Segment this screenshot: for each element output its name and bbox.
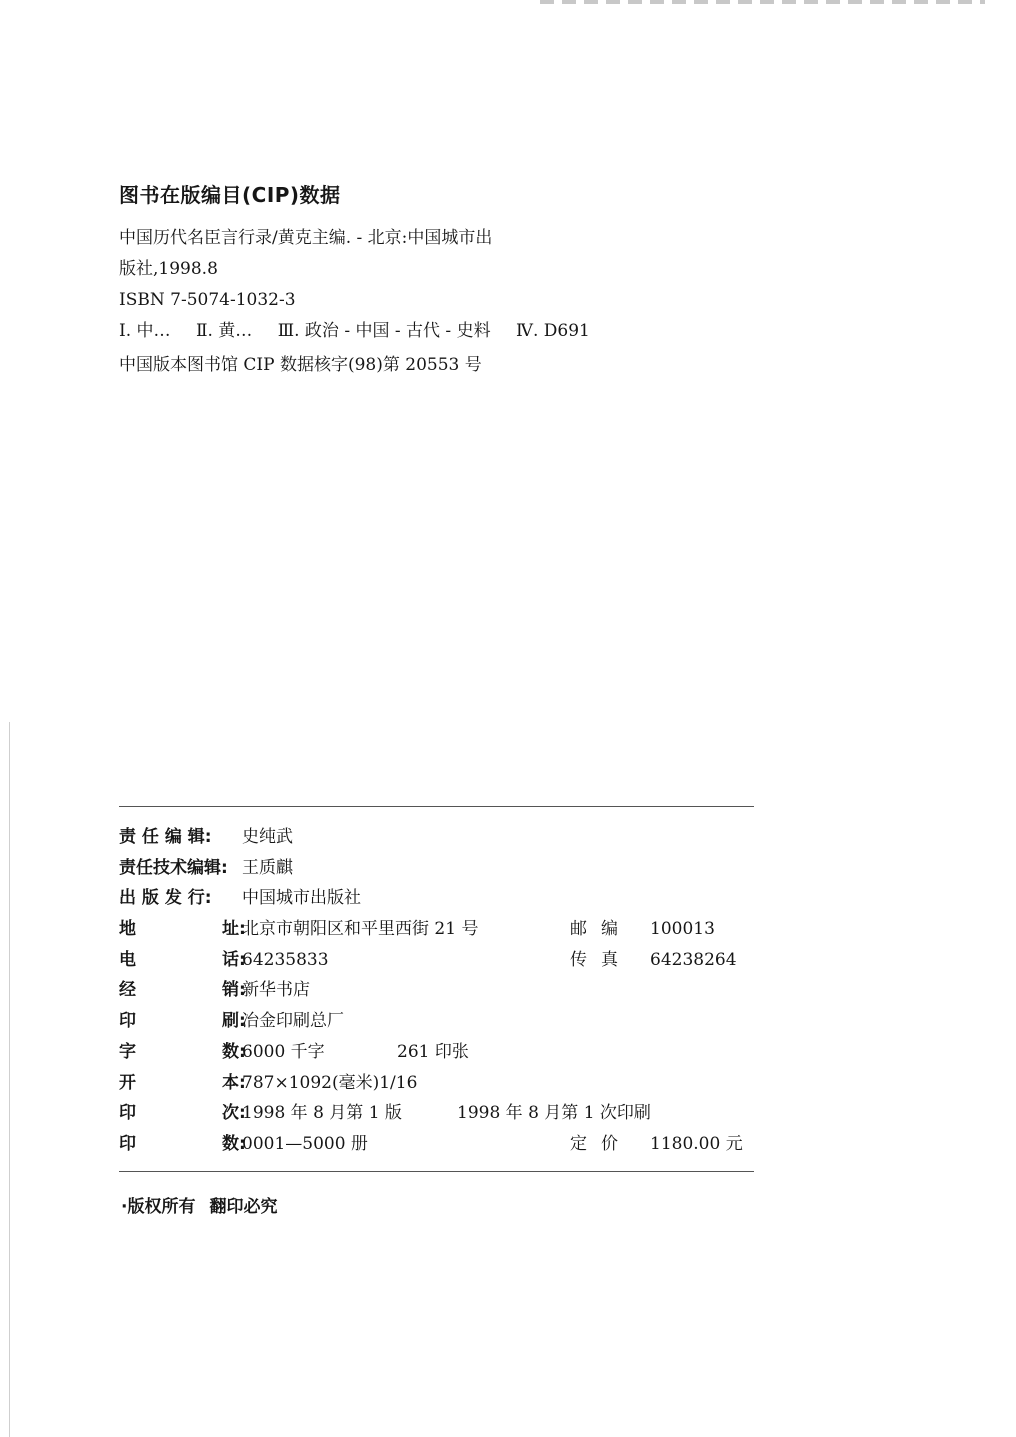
address-label-b: 址:	[222, 919, 246, 940]
price-value: 1180.00 元	[650, 1133, 743, 1154]
tech-editor-value: 王质麒	[242, 857, 293, 878]
words-label-a: 字	[119, 1041, 136, 1062]
copies-label-a: 印	[119, 1133, 136, 1154]
phone-label-a: 电	[119, 949, 136, 970]
fax-value: 64238264	[650, 949, 737, 970]
address-label-a: 地	[119, 919, 136, 940]
postcode-label: 邮编	[570, 919, 632, 940]
distributor-value: 新华书店	[242, 980, 310, 1001]
imprint-row-editor	[119, 822, 759, 853]
edition-label-b: 次:	[222, 1103, 246, 1124]
divider-bottom	[119, 1171, 754, 1172]
words-label-b: 数:	[222, 1041, 246, 1062]
format-label-a: 开	[119, 1072, 136, 1093]
copies-label-b: 数:	[222, 1133, 246, 1154]
cip-title: 图书在版编目(CIP)数据	[119, 183, 341, 207]
cip-subject-1: Ⅰ. 中…	[119, 321, 171, 341]
scan-edge-left	[9, 722, 10, 1437]
address-value: 北京市朝阳区和平里西街 21 号	[242, 919, 479, 940]
scan-edge-top	[540, 0, 985, 4]
words-value: 6000 千字	[242, 1041, 325, 1062]
printer-label-b: 刷:	[222, 1011, 246, 1032]
format-label-b: 本:	[222, 1072, 246, 1093]
cip-block	[119, 179, 610, 384]
printer-value: 冶金印刷总厂	[242, 1011, 344, 1032]
cip-isbn: ISBN 7-5074-1032-3	[119, 290, 296, 310]
rights-notice	[121, 1192, 277, 1217]
cip-subject-3: Ⅲ. 政治 - 中国 - 古代 - 史料	[277, 321, 491, 341]
cip-subject-2: Ⅱ. 黄…	[195, 321, 253, 341]
editor-label: 责 任 编 辑:	[119, 827, 212, 847]
imprint-table	[119, 822, 759, 1160]
publisher-value: 中国城市出版社	[242, 888, 361, 909]
printing-value: 1998 年 8 月第 1 次印刷	[457, 1103, 651, 1124]
imprint-row-phone	[119, 945, 759, 976]
copies-value: 0001—5000 册	[242, 1133, 368, 1154]
rights-reserved: ·版权所有	[121, 1197, 196, 1217]
sheets-value: 261 印张	[397, 1041, 469, 1062]
distributor-label-a: 经	[119, 980, 136, 1001]
imprint-row-edition	[119, 1098, 759, 1129]
imprint-row-format	[119, 1068, 759, 1099]
imprint-row-distributor	[119, 975, 759, 1006]
price-label: 定价	[570, 1133, 632, 1154]
imprint-row-words	[119, 1037, 759, 1068]
postcode-value: 100013	[650, 919, 715, 940]
cip-subject-4: Ⅳ. D691	[515, 321, 590, 341]
editor-value: 史纯武	[242, 827, 293, 847]
divider-top	[119, 806, 754, 807]
printer-label-a: 印	[119, 1011, 136, 1032]
cip-line-2: 版社,1998.8	[119, 259, 218, 279]
imprint-row-publisher	[119, 883, 759, 914]
phone-label-b: 话:	[222, 949, 246, 970]
imprint-row-address	[119, 914, 759, 945]
imprint-row-printer	[119, 1006, 759, 1037]
edition-value: 1998 年 8 月第 1 版	[242, 1103, 402, 1124]
publisher-label: 出 版 发 行:	[119, 888, 212, 909]
imprint-row-tech-editor	[119, 853, 759, 884]
fax-label: 传真	[570, 949, 632, 970]
imprint-row-copies	[119, 1129, 759, 1160]
edition-label-a: 印	[119, 1103, 136, 1124]
cip-line-1: 中国历代名臣言行录/黄克主编. - 北京:中国城市出	[119, 228, 493, 248]
cip-subjects	[119, 319, 610, 343]
distributor-label-b: 销:	[222, 980, 246, 1001]
format-value: 787×1092(毫米)1/16	[242, 1072, 418, 1093]
phone-value: 64235833	[242, 949, 329, 970]
rights-piracy: 翻印必究	[209, 1197, 278, 1217]
cip-record: 中国版本图书馆 CIP 数据核字(98)第 20553 号	[119, 355, 482, 375]
tech-editor-label: 责任技术编辑:	[119, 857, 228, 878]
